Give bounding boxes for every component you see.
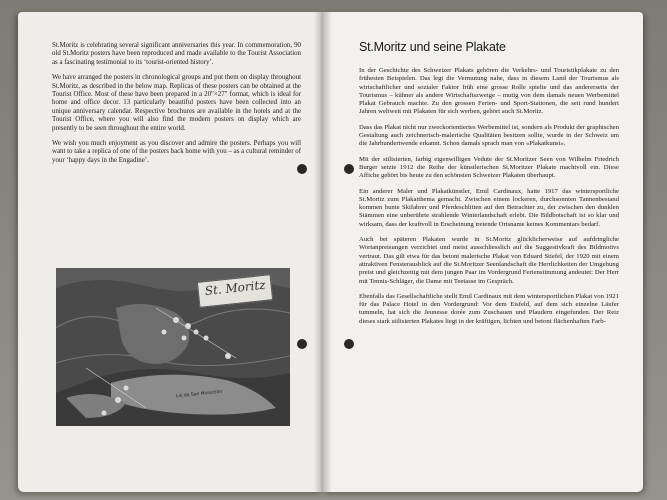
right-paragraph-3: Mit der stilisierten, farbig eigenwilligen Vedute der St.Moritzer Seen von Wilhelm Friedrich Burger setzte 1912 die Reihe der künstlerischen St.Moritzer Plakate machtvoll ein. Diese Affiche gehört bis heute zu den schönsten Schweizer Plakaten überhaupt. bbox=[359, 155, 619, 180]
right-paragraph-4: Ein anderer Maler und Plakatkünstler, Emil Cardinaux, hatte 1917 das wintersportliche St.Moritz zum Plakatthema gemacht. Zwischen einem lockeren, durchsonnten Tannenbestand kommen bunte Skifahrer und Pferdeschlitten auf den Betrachter zu, der zwischen den dunklen Stämmen eine unberührte strahlende Winterlandschaft erlebt. Die Bildbotschaft ist so klar und wirksam, dass der kraftvoll in Erscheinung tretende Ortsname keines Kommentars bedarf. bbox=[359, 187, 619, 228]
right-paragraph-5: Auch bei späteren Plakaten wurde in St.Moritz glücklicherweise auf aufdringliche Wortanpreisungen verzichtet und meist ausschliesslich auf die Suggestivkraft des Bildmotivs vertraut. Das gilt etwa für das betont malerische Plakat von Eduard Stiefel, der 1920 mit einem attraktiven Fensterausblick auf die St.Moritzer Seenlandschaft die Herrlichkeiten der Umgebung preist und gleichzeitig mit dem jungen Paar im Vordergrund Ferienstimmung andeutet: Der Herr mit Tennis-Schläger, die Dame mit Teetasse im Gespräch. bbox=[359, 236, 619, 285]
left-paragraph-1: St.Moritz is celebrating several significant anniversaries this year. In commemoration, 90 old St.Moritz posters have been reproduced and made available to the Tourist Association as a fascinating testimonial to its ‘tourist-oriented history’. bbox=[52, 42, 301, 66]
left-paragraph-2: We have arranged the posters in chronological groups and put them on display throughout St.Moritz, as described in the below map. Replicas of these posters can be obtained at the Tourist Office. Most of these have been prepared in a 20″×27″ format, which is ideal for home and office decor. 13 particularly beautiful posters have been collected into an unique anniversary calendar. Respective brochures are available in the hotels and at the Tourist Office, where you will also find the modern posters on display which are presently to be seen throughout the entire world. bbox=[52, 74, 301, 132]
right-page bbox=[323, 12, 643, 492]
punch-hole-left-top bbox=[297, 164, 307, 174]
booklet-spine bbox=[314, 12, 332, 492]
punch-hole-right-bottom bbox=[344, 339, 354, 349]
right-paragraph-6: Ebenfalls das Gesellschaftliche stellt Emil Cardinaux mit dem wintersportlichen Plakat von 1921 für das Palace Hotel in den Vordergrund: Vor dem Eisfeld, auf dem sich einzelne Läufer tummeln, hat sich die Jeunesse dorée zum Zuschauen und Plaudern eingefunden. Der Reiz dieses stark stilisierten Plakates liegt in der kräftigen, lichten und betont flächenhaften Farb- bbox=[359, 292, 619, 325]
left-paragraph-3: We wish you much enjoyment as you discover and admire the posters. Perhaps you will want to take a replica of one of the posters back home with you – as a cultural reminder of your ‘happy days in the Engadine’. bbox=[52, 140, 301, 164]
open-brochure bbox=[18, 12, 643, 492]
lake-label: Lej da San Murezzan bbox=[175, 389, 223, 400]
right-paragraph-2: Dass das Plakat nicht nur zweckorientiertes Werbemittel ist, sondern als Produkt der graphischen Gestaltung auch zeichnerisch-malerische Qualitäten besitzen sollte, wurde in der Schweiz um die Jahrhundertwende erkannt. Schon damals sprach man von «Plakatkunst». bbox=[359, 123, 619, 148]
poster-location-map bbox=[56, 268, 290, 426]
punch-hole-left-bottom bbox=[297, 339, 307, 349]
punch-hole-right-top bbox=[344, 164, 354, 174]
page-title: St.Moritz und seine Plakate bbox=[359, 40, 506, 54]
right-paragraph-1: In der Geschichte des Schweizer Plakats gehören die Verkehrs- und Touristikplakate zu den frühesten Beispielen. Das legt die Vermutung nahe, dass in diesem Land der Tourismus als wirtschaftlicher und sozialer Faktor früh eine grosse Rolle spielte und das andererseits der Tourismus – kühner als andere Wirtschaftszweige – mutig von dem damals neuen Werbemittel Plakat Gebrauch machte. Zu den grossen Ferien- und Sport-Stationen, die seit rund hundert Jahren weltweit mit Plakaten für sich werben, gehört auch St.Moritz. bbox=[359, 67, 619, 116]
map-sign-text: St. Moritz bbox=[204, 277, 267, 299]
